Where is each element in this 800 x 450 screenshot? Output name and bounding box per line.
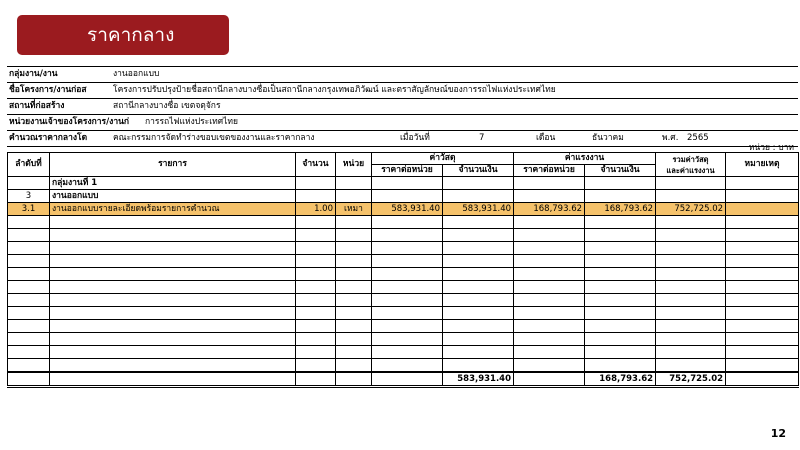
project-info [7,66,798,147]
empty-cell [726,242,799,255]
empty-cell [50,294,296,307]
header-lab-amount: จำนวนเงิน [585,165,656,177]
section-label: งานออกแบบ [50,190,296,203]
table-row-empty [8,320,799,333]
unit-note: หน่วย : บาท [748,143,794,153]
empty-cell [372,333,443,346]
empty-cell [8,242,50,255]
table-row-empty [8,268,799,281]
table-row-empty [8,216,799,229]
empty-cell [726,346,799,359]
header-qty: จำนวน [296,153,336,177]
empty-cell [443,320,514,333]
total-material: 583,931.40 [443,372,514,387]
empty-cell [296,281,336,294]
header-mat-amount: จำนวนเงิน [443,165,514,177]
table-row-empty [8,281,799,294]
empty-cell [443,294,514,307]
empty-cell [514,359,585,373]
month-label: เดือน [536,133,556,143]
empty-cell [514,242,585,255]
table-row-empty [8,333,799,346]
empty-cell [296,346,336,359]
date-year: 2565 [687,133,709,143]
empty-cell [514,268,585,281]
empty-cell [50,216,296,229]
date-month: ธันวาคม [592,133,624,143]
empty-cell [585,281,656,294]
empty-cell [336,294,372,307]
empty-cell [726,307,799,320]
empty-cell [585,320,656,333]
empty-cell [296,359,336,373]
empty-cell [726,268,799,281]
table-row-section [8,190,799,203]
info-row-group [7,66,798,82]
info-label: กลุ่มงาน/งาน [9,69,58,79]
empty-cell [296,242,336,255]
empty-cell [336,229,372,242]
table-row-empty [8,307,799,320]
empty-cell [372,229,443,242]
table-row-empty [8,346,799,359]
empty-cell [8,320,50,333]
empty-cell [726,281,799,294]
empty-cell [656,359,726,373]
empty-cell [514,255,585,268]
info-label: สถานที่ก่อสร้าง [9,101,65,111]
empty-cell [514,281,585,294]
empty-cell [8,359,50,373]
empty-cell [50,242,296,255]
empty-cell [656,346,726,359]
empty-cell [443,229,514,242]
header-labor: ค่าแรงงาน [514,153,656,165]
table-row-empty [8,294,799,307]
info-row-calculated-by [7,130,798,147]
empty-cell [8,229,50,242]
empty-cell [656,307,726,320]
empty-cell [514,346,585,359]
empty-cell [296,294,336,307]
info-label: คำนวณราคากลางโด [9,133,88,143]
price-table [7,152,799,388]
empty-cell [8,255,50,268]
info-label: หน่วยงานเจ้าของโครงการ/งานก่ [9,117,130,127]
empty-cell [336,359,372,373]
empty-cell [656,320,726,333]
slide-title [17,15,229,55]
empty-cell [336,242,372,255]
empty-cell [726,294,799,307]
empty-cell [514,294,585,307]
info-row-owner [7,114,798,130]
empty-cell [726,333,799,346]
table-row-empty [8,229,799,242]
empty-cell [50,359,296,373]
info-row-location [7,98,798,114]
page-number: 12 [770,427,786,440]
empty-cell [726,216,799,229]
empty-cell [8,216,50,229]
empty-cell [336,346,372,359]
empty-cell [726,320,799,333]
empty-cell [656,242,726,255]
empty-cell [8,333,50,346]
table-row-empty [8,359,799,373]
header-remark: หมายเหตุ [726,153,799,177]
empty-cell [296,255,336,268]
date-label: เมื่อวันที่ [400,133,430,143]
empty-cell [336,320,372,333]
empty-cell [443,359,514,373]
empty-cell [514,216,585,229]
empty-cell [336,333,372,346]
empty-cell [50,333,296,346]
empty-cell [50,307,296,320]
empty-cell [585,333,656,346]
line-lab-amount: 168,793.62 [585,203,656,216]
empty-cell [372,320,443,333]
empty-cell [8,281,50,294]
table-row-empty [8,242,799,255]
empty-cell [296,229,336,242]
info-row-project [7,82,798,98]
header-mat-price: ราคาต่อหน่วย [372,165,443,177]
empty-cell [50,255,296,268]
empty-cell [336,255,372,268]
empty-cell [372,255,443,268]
header-total [656,153,726,177]
line-total: 752,725.02 [656,203,726,216]
empty-cell [585,359,656,373]
empty-cell [726,359,799,373]
empty-cell [372,294,443,307]
empty-cell [50,346,296,359]
year-label: พ.ศ. [662,133,679,143]
empty-cell [372,359,443,373]
empty-cell [656,255,726,268]
empty-cell [336,307,372,320]
header-total-line1: รวมค่าวัสดุ [672,154,709,164]
empty-cell [296,320,336,333]
header-total-line2: และค่าแรงงาน [666,165,715,175]
empty-cell [585,255,656,268]
empty-cell [443,281,514,294]
line-mat-amount: 583,931.40 [443,203,514,216]
empty-cell [296,333,336,346]
section-no: 3 [8,190,50,203]
header-no: ลำดับที่ [8,153,50,177]
line-mat-price: 583,931.40 [372,203,443,216]
empty-cell [585,216,656,229]
empty-cell [296,268,336,281]
empty-cell [656,229,726,242]
line-unit: เหมา [336,203,372,216]
info-value: สถานีกลางบางซื่อ เขตจตุจักร [113,101,221,111]
empty-cell [8,268,50,281]
empty-cell [336,268,372,281]
empty-cell [726,255,799,268]
empty-cell [443,333,514,346]
empty-cell [585,307,656,320]
empty-cell [585,242,656,255]
empty-cell [8,307,50,320]
date-day: 7 [479,133,485,143]
empty-rows [8,216,799,373]
line-item: งานออกแบบรายละเอียดพร้อมรายการคำนวณ [50,203,296,216]
empty-cell [585,268,656,281]
empty-cell [336,216,372,229]
empty-cell [443,346,514,359]
empty-cell [514,320,585,333]
empty-cell [50,281,296,294]
empty-cell [50,229,296,242]
empty-cell [443,307,514,320]
total-labor: 168,793.62 [585,372,656,387]
empty-cell [656,333,726,346]
table-row-empty [8,255,799,268]
empty-cell [585,294,656,307]
line-no: 3.1 [8,203,50,216]
header-material: ค่าวัสดุ [372,153,514,165]
empty-cell [443,268,514,281]
total-grand: 752,725.02 [656,372,726,387]
table-row-group [8,177,799,190]
slide-title-text: ราคากลาง [87,24,175,46]
empty-cell [656,294,726,307]
empty-cell [336,281,372,294]
empty-cell [656,216,726,229]
empty-cell [726,229,799,242]
empty-cell [372,346,443,359]
info-value: โครงการปรับปรุงป้ายชื่อสถานีกลางบางซื่อเป็นสถานีกลางกรุงเทพอภิวัฒน์ และตราสัญลักษณ์ของการรถไฟแห่งประเทศไทย [113,85,556,95]
empty-cell [296,307,336,320]
header-lab-price: ราคาต่อหน่วย [514,165,585,177]
empty-cell [372,216,443,229]
empty-cell [514,307,585,320]
empty-cell [585,229,656,242]
info-value: งานออกแบบ [113,69,160,79]
empty-cell [514,333,585,346]
empty-cell [50,268,296,281]
table-row-line-item [8,203,799,216]
info-value: การรถไฟแห่งประเทศไทย [145,117,239,127]
line-lab-price: 168,793.62 [514,203,585,216]
empty-cell [443,216,514,229]
empty-cell [372,242,443,255]
empty-cell [656,281,726,294]
info-label: ชื่อโครงการ/งานก่อส [9,85,87,95]
empty-cell [372,281,443,294]
group-label: กลุ่มงานที่ 1 [50,177,296,190]
header-unit: หน่วย [336,153,372,177]
empty-cell [372,307,443,320]
empty-cell [372,268,443,281]
empty-cell [50,320,296,333]
empty-cell [585,346,656,359]
empty-cell [443,255,514,268]
empty-cell [656,268,726,281]
empty-cell [296,216,336,229]
table-row-total [8,372,799,387]
line-qty: 1.00 [296,203,336,216]
header-item: รายการ [50,153,296,177]
info-value: คณะกรรมการจัดทำร่างขอบเขตของงานและราคากลาง [113,133,315,143]
empty-cell [8,346,50,359]
empty-cell [443,242,514,255]
empty-cell [8,294,50,307]
empty-cell [514,229,585,242]
